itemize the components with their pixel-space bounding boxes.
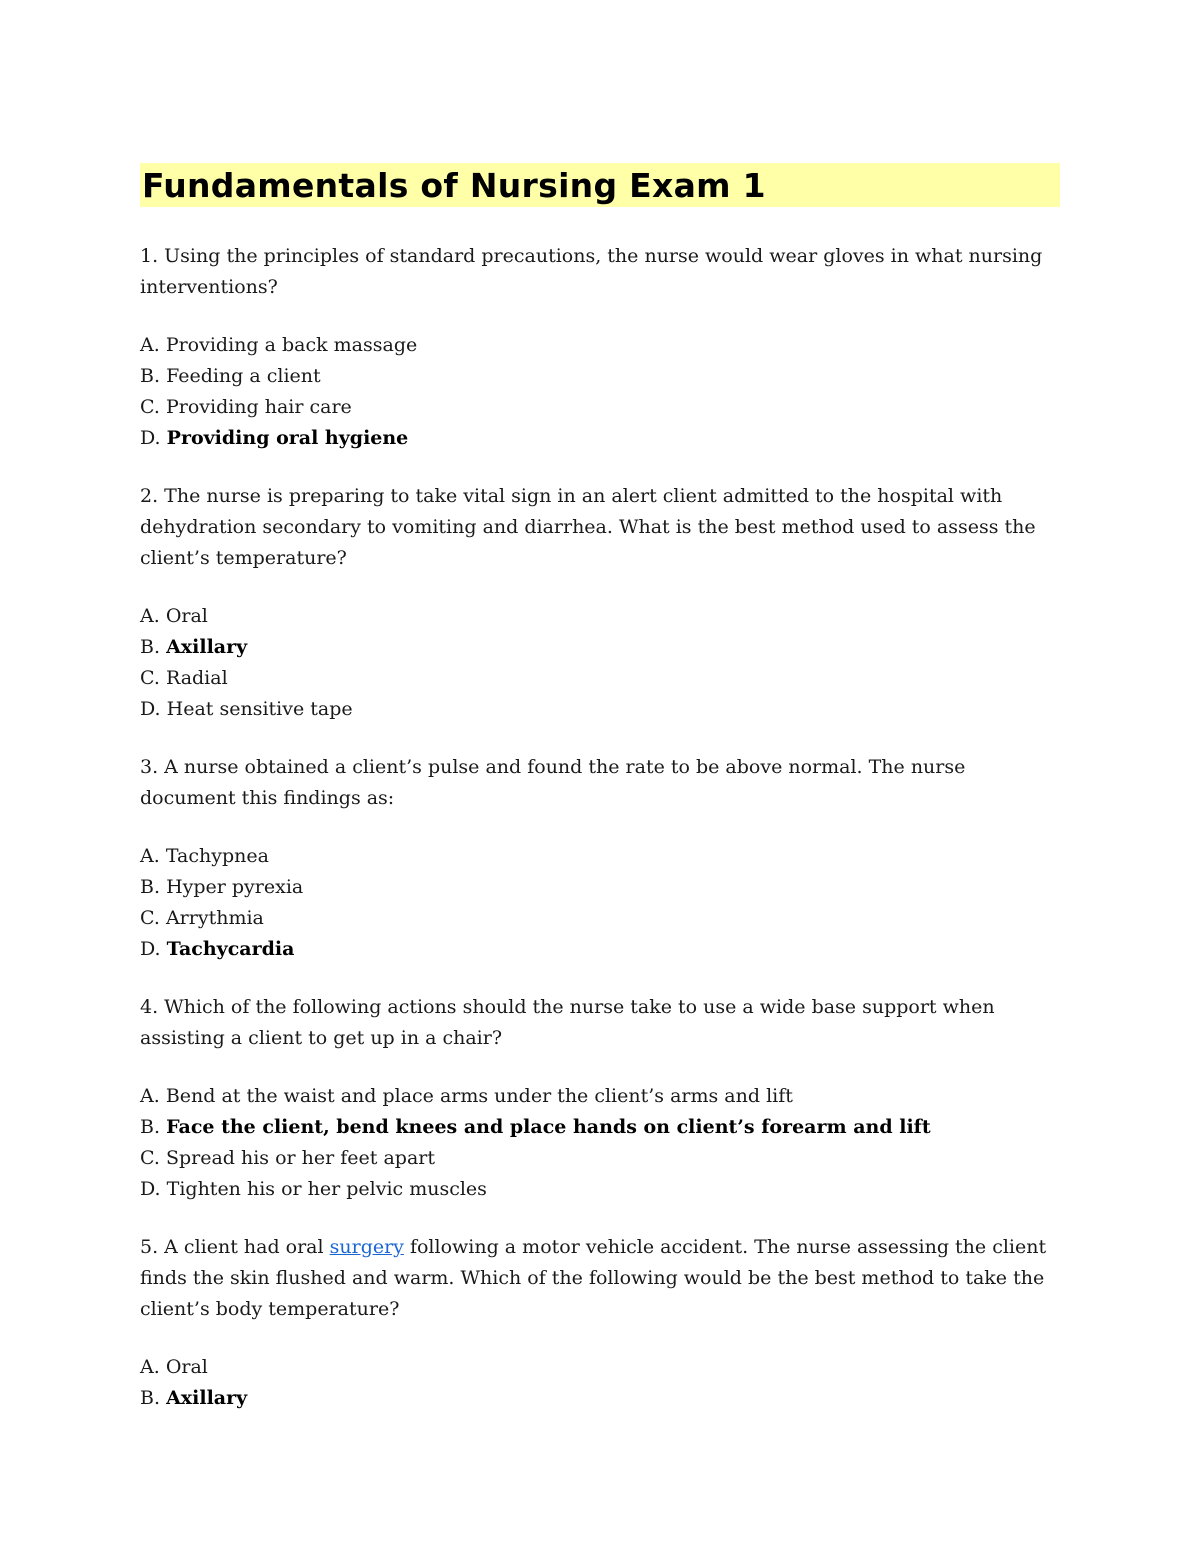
answer-options xyxy=(140,330,1060,454)
answer-options xyxy=(140,841,1060,965)
option-letter: B. xyxy=(140,365,161,387)
question-text-part: following a motor vehicle accident. The nurse assessing the client finds the skin flushed and warm. Which of the following would be the best method to take the client’s body temperature? xyxy=(140,1236,1047,1320)
option-letter: B. xyxy=(140,876,161,898)
option-letter: D. xyxy=(140,938,161,960)
option-letter: D. xyxy=(140,1178,161,1200)
option-c xyxy=(140,392,1060,423)
option-text: Arrythmia xyxy=(165,907,264,929)
option-text: Axillary xyxy=(166,1387,248,1409)
option-text: Axillary xyxy=(166,636,248,658)
option-text: Oral xyxy=(165,605,208,627)
option-text: Providing oral hygiene xyxy=(166,427,409,449)
option-a xyxy=(140,1352,1060,1383)
option-text: Spread his or her feet apart xyxy=(165,1147,435,1169)
question-text xyxy=(140,1232,1060,1325)
option-b xyxy=(140,872,1060,903)
option-letter: C. xyxy=(140,396,160,418)
option-letter: B. xyxy=(140,1387,161,1409)
option-text: Tachycardia xyxy=(166,938,295,960)
answer-options xyxy=(140,1352,1060,1414)
option-letter: A. xyxy=(140,1085,160,1107)
question-text: 4. Which of the following actions should the nurse take to use a wide base support when assisting a client to get up in a chair? xyxy=(140,996,995,1049)
option-letter: B. xyxy=(140,636,161,658)
option-b-correct xyxy=(140,632,1060,663)
option-d xyxy=(140,694,1060,725)
question-4 xyxy=(140,992,1060,1205)
option-b xyxy=(140,361,1060,392)
option-letter: C. xyxy=(140,907,160,929)
option-letter: A. xyxy=(140,1356,160,1378)
option-b-correct xyxy=(140,1112,1060,1143)
surgery-link[interactable]: surgery xyxy=(329,1236,404,1258)
option-letter: A. xyxy=(140,334,160,356)
question-1 xyxy=(140,241,1060,454)
answer-options xyxy=(140,601,1060,725)
option-text: Providing hair care xyxy=(165,396,352,418)
option-text: Oral xyxy=(165,1356,208,1378)
option-letter: A. xyxy=(140,605,160,627)
option-a xyxy=(140,330,1060,361)
option-text: Radial xyxy=(165,667,228,689)
question-text-part: 5. A client had oral xyxy=(140,1236,330,1258)
option-letter: D. xyxy=(140,698,161,720)
option-letter: C. xyxy=(140,667,160,689)
question-2 xyxy=(140,481,1060,725)
question-text: 2. The nurse is preparing to take vital sign in an alert client admitted to the hospital with dehydration secondary to vomiting and diarrhea. What is the best method used to assess the client’s temperature? xyxy=(140,485,1036,569)
option-a xyxy=(140,601,1060,632)
option-a xyxy=(140,841,1060,872)
option-c xyxy=(140,663,1060,694)
option-text: Tachypnea xyxy=(165,845,269,867)
option-a xyxy=(140,1081,1060,1112)
question-5 xyxy=(140,1232,1060,1414)
question-text: 3. A nurse obtained a client’s pulse and found the rate to be above normal. The nurse document this findings as: xyxy=(140,756,966,809)
option-letter: D. xyxy=(140,427,161,449)
option-d-correct xyxy=(140,423,1060,454)
question-text: 1. Using the principles of standard precautions, the nurse would wear gloves in what nursing interventions? xyxy=(140,245,1043,298)
option-c xyxy=(140,1143,1060,1174)
option-letter: C. xyxy=(140,1147,160,1169)
document-page xyxy=(140,163,1060,1441)
question-3 xyxy=(140,752,1060,965)
document-title: Fundamentals of Nursing Exam 1 xyxy=(142,165,766,205)
option-text: Hyper pyrexia xyxy=(166,876,304,898)
option-text: Tighten his or her pelvic muscles xyxy=(166,1178,487,1200)
option-d xyxy=(140,1174,1060,1205)
option-text: Heat sensitive tape xyxy=(166,698,353,720)
option-text: Providing a back massage xyxy=(165,334,418,356)
option-letter: B. xyxy=(140,1116,161,1138)
option-b-correct xyxy=(140,1383,1060,1414)
option-text: Face the client, bend knees and place hands on client’s forearm and lift xyxy=(166,1116,931,1138)
option-text: Feeding a client xyxy=(166,365,321,387)
option-text: Bend at the waist and place arms under the client’s arms and lift xyxy=(165,1085,793,1107)
option-c xyxy=(140,903,1060,934)
option-letter: A. xyxy=(140,845,160,867)
option-d-correct xyxy=(140,934,1060,965)
title-highlight xyxy=(140,163,1060,207)
answer-options xyxy=(140,1081,1060,1205)
